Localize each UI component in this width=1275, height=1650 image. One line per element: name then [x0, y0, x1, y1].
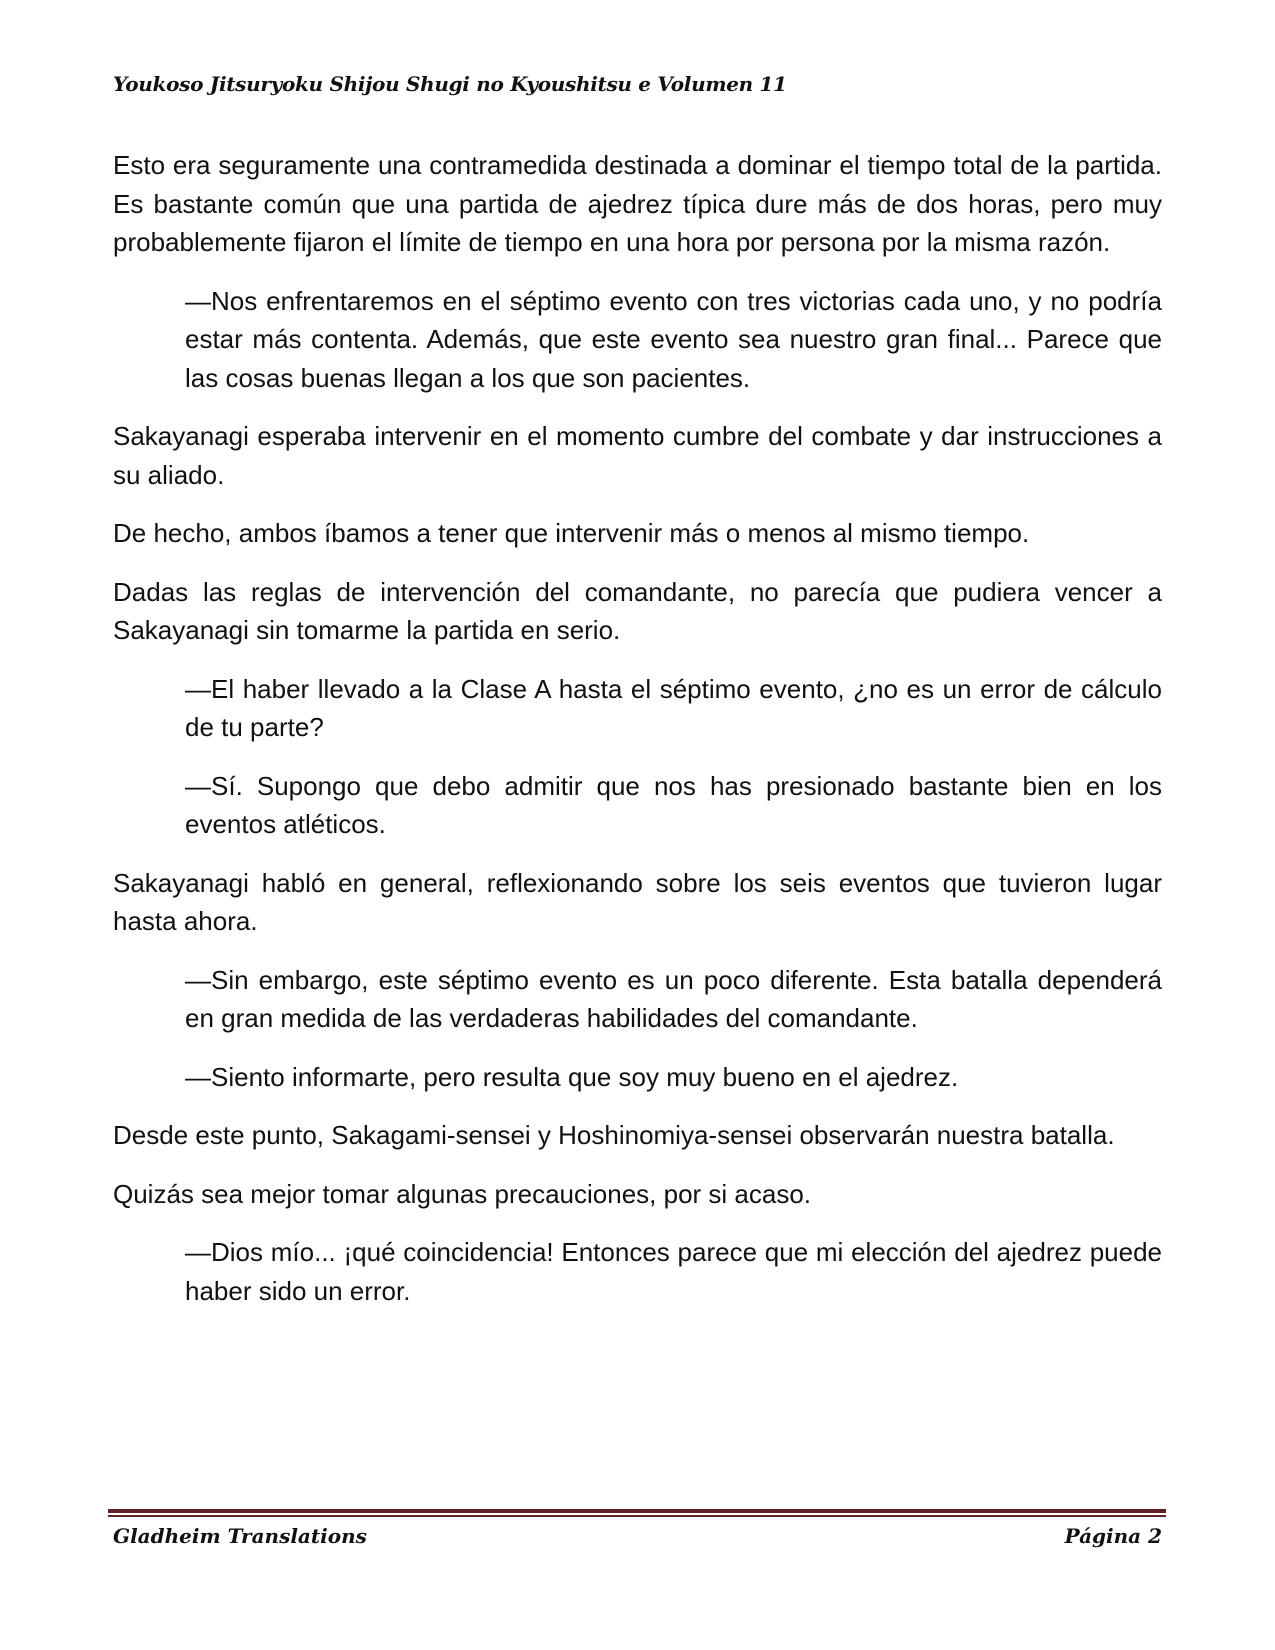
dialog-paragraph: —Siento informarte, pero resulta que soy muy bueno en el ajedrez.: [185, 1061, 959, 1092]
dialog-paragraph: —Sin embargo, este séptimo evento es un poco diferente. Esta batalla dependerá en gran medida de las verdaderas habilidades del comandante.: [185, 964, 1162, 1033]
footer-page-number: Página 2: [1064, 1524, 1162, 1548]
footer-divider: [108, 1509, 1166, 1517]
paragraph: Sakayanagi esperaba intervenir en el momento cumbre del combate y dar instrucciones a su aliado.: [113, 421, 1162, 490]
paragraph: Sakayanagi habló en general, reflexionando sobre los seis eventos que tuvieron lugar hasta ahora.: [113, 867, 1162, 936]
page-header-title: Youkoso Jitsuryoku Shijou Shugi no Kyoushitsu e Volumen 11: [113, 72, 787, 96]
dialog-paragraph: —El haber llevado a la Clase A hasta el séptimo evento, ¿no es un error de cálculo de tu parte?: [185, 673, 1162, 742]
page-body: [113, 146, 1162, 1330]
dialog-paragraph: —Sí. Supongo que debo admitir que nos has presionado bastante bien en los eventos atléticos.: [185, 770, 1162, 839]
dialog-paragraph: —Nos enfrentaremos en el séptimo evento con tres victorias cada uno, y no podría estar más contenta. Además, que este evento sea nuestro gran final... Parece que las cosas buenas llegan a los que son pacientes.: [185, 285, 1162, 393]
paragraph: Desde este punto, Sakagami-sensei y Hoshinomiya-sensei observarán nuestra batalla.: [113, 1120, 1115, 1150]
paragraph: Dadas las reglas de intervención del comandante, no parecía que pudiera vencer a Sakayanagi sin tomarme la partida en serio.: [113, 576, 1162, 645]
paragraph: De hecho, ambos íbamos a tener que intervenir más o menos al mismo tiempo.: [113, 518, 1030, 548]
dialog-paragraph: —Dios mío... ¡qué coincidencia! Entonces parece que mi elección del ajedrez puede haber sido un error.: [185, 1237, 1162, 1306]
footer-translator-credit: Gladheim Translations: [113, 1524, 367, 1548]
paragraph: Esto era seguramente una contramedida destinada a dominar el tiempo total de la partida. Es bastante común que una partida de ajedrez típica dure más de dos horas, pero muy probablemente fijaron el límite de tiempo en una hora por persona por la misma razón.: [113, 150, 1162, 257]
paragraph: Quizás sea mejor tomar algunas precauciones, por si acaso.: [113, 1178, 812, 1209]
